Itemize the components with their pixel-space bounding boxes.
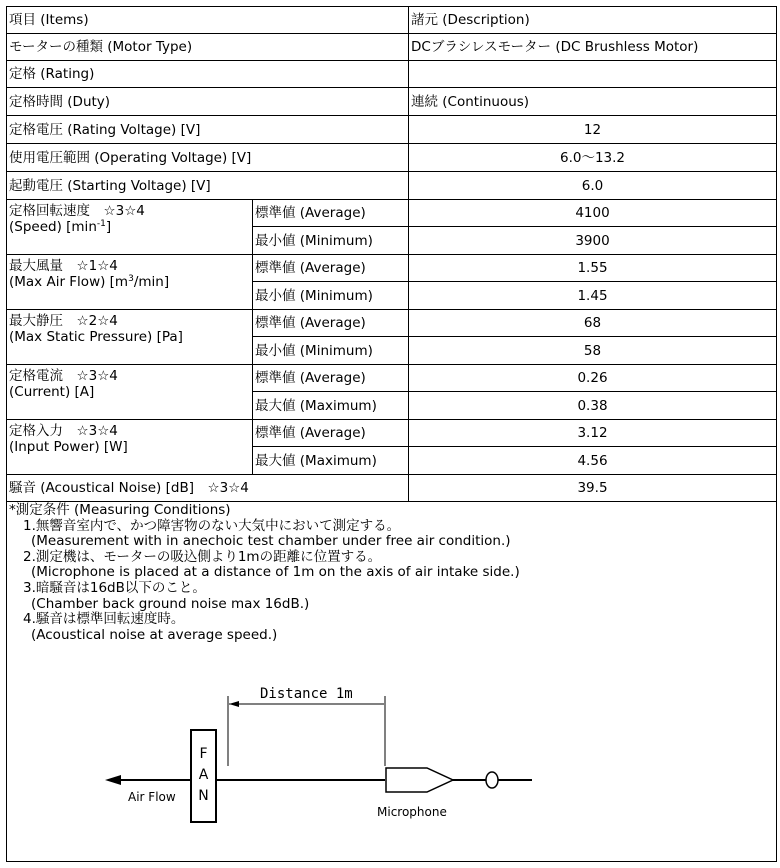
air-flow-label-ja: 最大風量 ☆1☆4 xyxy=(9,258,118,274)
row-air-flow-average xyxy=(7,255,777,282)
air-flow-arrow xyxy=(105,775,121,785)
row-input-power-average xyxy=(7,420,777,447)
current-label xyxy=(7,365,253,420)
input-power-label xyxy=(7,420,253,475)
rating-value xyxy=(409,61,777,88)
measuring-conditions xyxy=(7,502,777,862)
microphone-label: Microphone xyxy=(377,805,447,819)
starting-voltage-value: 6.0 xyxy=(409,172,777,200)
spec-table xyxy=(6,6,777,862)
row-rating-voltage xyxy=(7,116,777,144)
operating-voltage-label: 使用電圧範囲 (Operating Voltage) [V] xyxy=(7,144,409,172)
rating-voltage-value: 12 xyxy=(409,116,777,144)
air-flow-label: Air Flow xyxy=(128,790,176,804)
input-power-label-ja: 定格入力 ☆3☆4 xyxy=(9,423,118,439)
input-power-sub-maximum: 最大値 (Maximum) xyxy=(253,447,409,475)
duty-label: 定格時間 (Duty) xyxy=(7,88,409,116)
header-row xyxy=(7,7,777,34)
row-static-pressure-average xyxy=(7,310,777,337)
motor-type-value: DCブラシレスモーター (DC Brushless Motor) xyxy=(409,34,777,61)
speed-sub-average: 標準値 (Average) xyxy=(253,200,409,227)
header-description: 諸元 (Description) xyxy=(409,7,777,34)
current-label-en: (Current) [A] xyxy=(9,384,95,400)
row-starting-voltage xyxy=(7,172,777,200)
row-operating-voltage xyxy=(7,144,777,172)
note-4: 4.騒音は標準回転速度時。 xyxy=(23,611,185,628)
row-rating xyxy=(7,61,777,88)
noise-label: 騒音 (Acoustical Noise) [dB] ☆3☆4 xyxy=(7,475,409,502)
distance-label: Distance 1m xyxy=(260,686,353,702)
row-notes xyxy=(7,502,777,862)
row-motor-type xyxy=(7,34,777,61)
notes-title: *測定条件 (Measuring Conditions) xyxy=(9,502,231,518)
speed-sub-minimum: 最小値 (Minimum) xyxy=(253,227,409,255)
notes-text xyxy=(7,502,776,643)
current-sub-maximum: 最大値 (Maximum) xyxy=(253,392,409,420)
current-average-value: 0.26 xyxy=(409,365,777,392)
distance-arrow-left xyxy=(229,701,239,707)
duty-value: 連続 (Continuous) xyxy=(409,88,777,116)
row-speed-average xyxy=(7,200,777,227)
fan-letter-f: F xyxy=(199,746,208,762)
note-2-en: (Microphone is placed at a distance of 1m on the axis of air intake side.) xyxy=(31,564,520,581)
measurement-diagram xyxy=(7,670,607,830)
static-pressure-label-en: (Max Static Pressure) [Pa] xyxy=(9,329,183,345)
speed-label-ja: 定格回転速度 ☆3☆4 xyxy=(9,203,145,219)
speed-minimum-value: 3900 xyxy=(409,227,777,255)
air-flow-label xyxy=(7,255,253,310)
speed-average-value: 4100 xyxy=(409,200,777,227)
note-2: 2.測定機は、モーターの吸込側より1mの距離に位置する。 xyxy=(23,548,382,565)
note-3: 3.暗騒音は16dB以下のこと。 xyxy=(23,579,206,596)
static-pressure-sub-minimum: 最小値 (Minimum) xyxy=(253,337,409,365)
input-power-average-value: 3.12 xyxy=(409,420,777,447)
row-duty xyxy=(7,88,777,116)
current-label-ja: 定格電流 ☆3☆4 xyxy=(9,368,118,384)
air-flow-average-value: 1.55 xyxy=(409,255,777,282)
cable-loop-icon xyxy=(486,772,498,788)
air-flow-sub-minimum: 最小値 (Minimum) xyxy=(253,282,409,310)
input-power-maximum-value: 4.56 xyxy=(409,447,777,475)
input-power-sub-average: 標準値 (Average) xyxy=(253,420,409,447)
speed-label-en: (Speed) $[\min^{-1}]$ xyxy=(9,219,112,235)
motor-type-label: モーターの種類 (Motor Type) xyxy=(7,34,409,61)
fan-letter-a: A xyxy=(198,767,209,783)
air-flow-minimum-value: 1.45 xyxy=(409,282,777,310)
air-flow-label-en: (Max Air Flow) $[m^3/\min]$ xyxy=(9,274,170,290)
speed-label xyxy=(7,200,253,255)
input-power-label-en: (Input Power) [W] xyxy=(9,439,128,455)
current-sub-average: 標準値 (Average) xyxy=(253,365,409,392)
note-3-en: (Chamber back ground noise max 16dB.) xyxy=(31,595,310,612)
header-items: 項目 (Items) xyxy=(7,7,409,34)
rating-label: 定格 (Rating) xyxy=(7,61,409,88)
rating-voltage-label: 定格電圧 (Rating Voltage) [V] xyxy=(7,116,409,144)
static-pressure-label xyxy=(7,310,253,365)
operating-voltage-value: 6.0～13.2 xyxy=(409,144,777,172)
fan-letter-n: N xyxy=(198,788,209,804)
static-pressure-label-ja: 最大静圧 ☆2☆4 xyxy=(9,313,118,329)
microphone-icon xyxy=(386,768,453,792)
row-noise xyxy=(7,475,777,502)
starting-voltage-label: 起動電圧 (Starting Voltage) [V] xyxy=(7,172,409,200)
row-current-average xyxy=(7,365,777,392)
note-4-en: (Acoustical noise at average speed.) xyxy=(31,626,278,643)
static-pressure-average-value: 68 xyxy=(409,310,777,337)
noise-value: 39.5 xyxy=(409,475,777,502)
static-pressure-sub-average: 標準値 (Average) xyxy=(253,310,409,337)
note-1: 1.無響音室内で、かつ障害物のない大気中において測定する。 xyxy=(23,517,401,534)
static-pressure-minimum-value: 58 xyxy=(409,337,777,365)
current-maximum-value: 0.38 xyxy=(409,392,777,420)
note-1-en: (Measurement with in anechoic test chamber under free air condition.) xyxy=(31,533,511,550)
air-flow-sub-average: 標準値 (Average) xyxy=(253,255,409,282)
